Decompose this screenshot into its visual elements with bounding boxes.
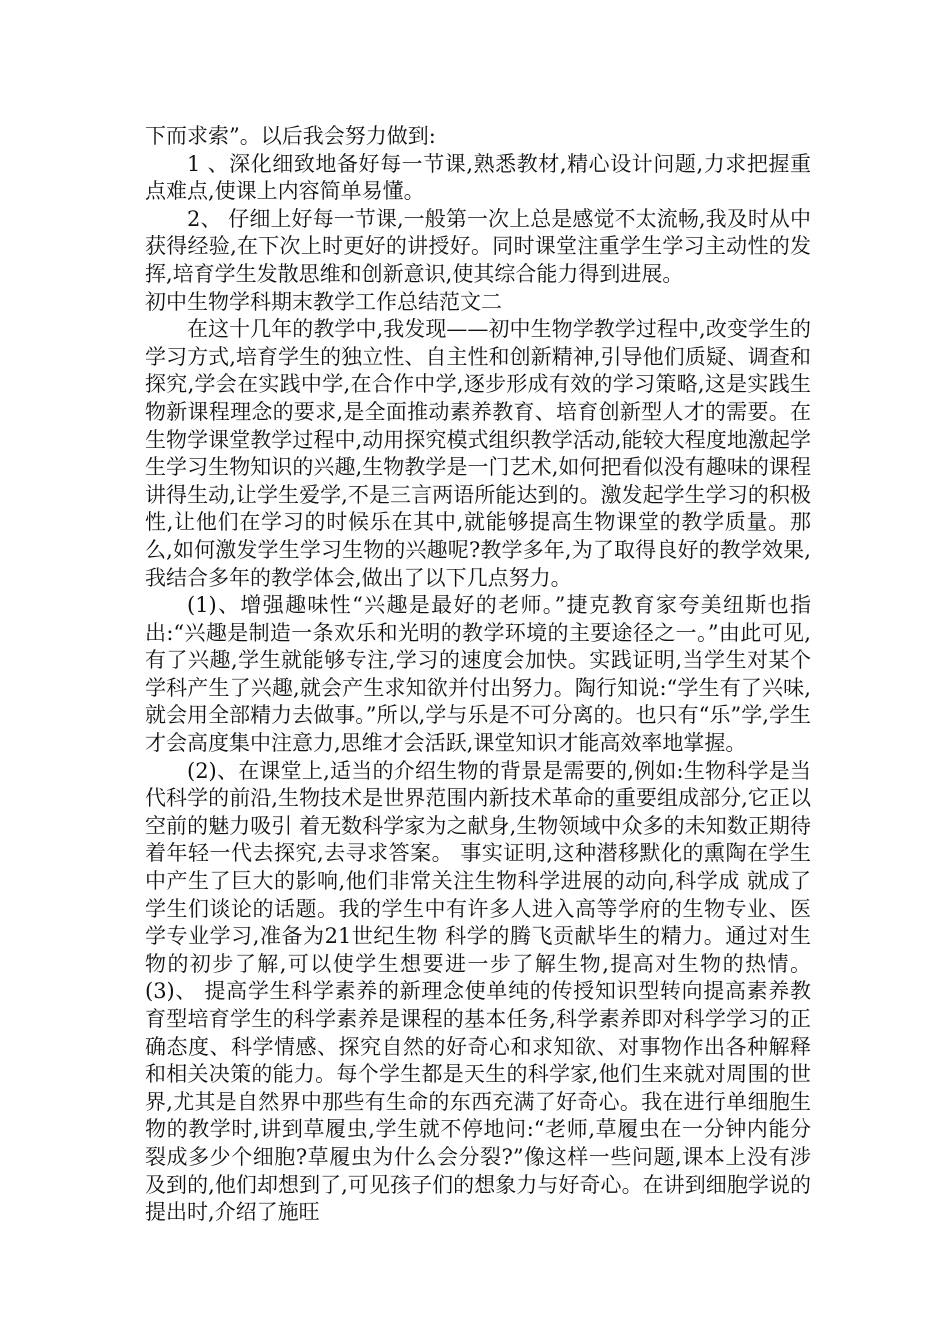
body-paragraph-2: (1)、增强趣味性“兴趣是最好的老师。”捷克教育家夸美纽斯也指出:“兴趣是制造一条欢乐和光明的教学环境的主要途径之一。”由此可见,有了兴趣,学生就能够专注,学习的速度会加快。实践证明,当学生对某个学科产生了兴趣,就会产生求知欲并付出努力。陶行知说:“学生有了兴味,就会用全部精力去做事。”所以,学与乐是不可分离的。也只有“乐”学,学生才会高度集中注意力,思维才会活跃,课堂知识才能高效率地掌握。 (145, 593, 811, 756)
body-paragraph-3: (2)、在课堂上,适当的介绍生物的背景是需要的,例如:生物科学是当代科学的前沿,生物技术是世界范围内新技术革命的重要组成部分,它正以空前的魅力吸引 着无数科学家为之献身,生物领域中众多的未知数正期待着年轻一代去探究,去寻求答案。 事实证明,这种潜移默化的熏陶在学生中产生了巨大的影响,他们非常关注生物科学进展的动向,科学成 就成了学生们谈论的话题。我的学生中有许多人进入高等学府的生物专业、医学专业学习,准备为21世纪生物 科学的腾飞贡献毕生的精力。通过对生物的初步了解,可以使学生想要进一步了解生物,提高对生物的热情。 (3)、 提高学生科学素养的新理念使单纯的传授知识型转向提高素养教育型培育学生的科学素养是课程的基本任务,科学素养即对科学学习的正确态度、科学情感、探究自然的好奇心和求知欲、对事物作出各种解释和相关决策的能力。每个学生都是天生的科学家,他们生来就对周围的世界,尤其是自然界中那些有生命的东西充满了好奇心。我在进行单细胞生物的教学时,讲到草履虫,学生就不停地问:“老师,草履虫在一分钟内能分裂成多少个细胞?草履虫为什么会分裂?”像这样一些问题,课本上没有涉及到的,他们却想到了,可见孩子们的想象力与好奇心。在讲到细胞学说的提出时,介绍了施旺 (145, 758, 811, 1225)
plan-item-2: 2、 仔细上好每一节课,一般第一次上总是感觉不太流畅,我及时从中获得经验,在下次上时更好的讲授好。同时课堂注重学生学习主动性的发挥,培育学生发散思维和创新意识,使其综合能力得到进展。 (145, 206, 811, 286)
intro-line: 下而求索”。以后我会努力做到: (145, 124, 436, 148)
body-paragraph-1: 在这十几年的教学中,我发现——初中生物学教学过程中,改变学生的学习方式,培育学生的独立性、自主性和创新精神,引导他们质疑、调查和探究,学会在实践中学,在合作中学,逐步形成有效的学习策略,这是实践生物新课程理念的要求,是全面推动素养教育、培育创新型人才的需要。在生物学课堂教学过程中,动用探究模式组织教学活动,能较大程度地激起学生学习生物知识的兴趣,生物教学是一门艺术,如何把看似没有趣味的课程讲得生动,让学生爱学,不是三言两语所能达到的。激发起学生学习的积极性,让他们在学习的时候乐在其中,就能够提高生物课堂的教学质量。那么,如何激发学生学习生物的兴趣呢?教学多年,为了取得良好的教学效果,我结合多年的教学体会,做出了以下几点努力。 (145, 317, 811, 590)
plan-item-1: 1 、深化细致地备好每一节课,熟悉教材,精心设计问题,力求把握重点难点,使课上内容简单易懂。 (145, 151, 811, 204)
section-title: 初中生物学科期末教学工作总结范文二 (145, 289, 502, 314)
document-body (145, 123, 811, 1227)
